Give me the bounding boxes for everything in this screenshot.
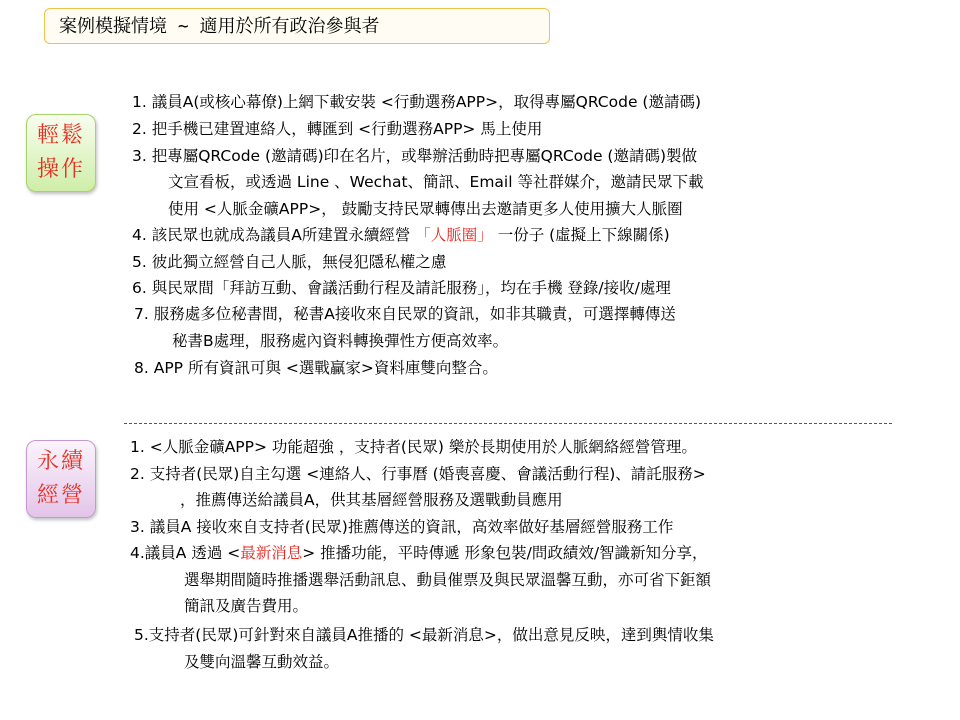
list-item: 5. 彼此獨立經營自己人脈，無侵犯隱私權之慮 <box>132 253 447 271</box>
list-item: 7. 服務處多位秘書間，秘書A接收來自民眾的資訊，如非其職責，可選擇轉傳送 <box>134 305 676 323</box>
list-item-continued: 文宣看板，或透過 Line 、Wechat、簡訊、Email 等社群媒介，邀請民眾下載 <box>168 173 704 191</box>
list-item: 2. 把手機已建置連絡人，轉匯到 <行動選務APP> 馬上使用 <box>132 120 543 138</box>
list-item-text: 4. 該民眾也就成為議員A所建置永續經營 <box>132 226 416 244</box>
list-item-text: 一份子 (虛擬上下線關係) <box>492 226 670 244</box>
badge-easy-operation: 輕鬆 操作 <box>26 114 96 192</box>
list-item-continued: 簡訊及廣告費用。 <box>184 597 309 615</box>
highlight-latest-news: 最新消息 <box>240 544 303 562</box>
list-item-text: > 推播功能，平時傳遞 形象包裝/問政績效/智識新知分享， <box>302 544 708 562</box>
list-item-text: 4.議員A 透過 < <box>130 544 241 562</box>
list-item-continued: ，推薦傳送給議員A，供其基層經營服務及選戰動員應用 <box>180 491 563 509</box>
list-item: 2. 支持者(民眾)自主勾選 <連絡人、行事曆 (婚喪喜慶、會議活動行程)、請託服務> <box>130 465 706 483</box>
section-divider <box>124 423 892 424</box>
list-item-continued: 使用 <人脈金礦APP>， 鼓勵支持民眾轉傳出去邀請更多人使用擴大人脈圈 <box>168 200 683 218</box>
list-item-continued: 秘書B處理，服務處內資料轉換彈性方便高效率。 <box>172 332 509 350</box>
list-item-continued: 及雙向溫馨互動效益。 <box>184 653 340 671</box>
list-item <box>130 542 708 564</box>
list-item <box>132 224 670 246</box>
list-item: 6. 與民眾間「拜訪互動、會議活動行程及請託服務」，均在手機 登錄/接收/處理 <box>132 279 671 297</box>
badge-sustainable-management: 永續 經營 <box>26 440 96 518</box>
list-item: 8. APP 所有資訊可與 <選戰贏家>資料庫雙向整合。 <box>134 359 498 377</box>
list-item-continued: 選舉期間隨時推播選舉活動訊息、動員催票及與民眾溫馨互動，亦可省下鉅額 <box>184 571 712 589</box>
list-item: 3. 議員A 接收來自支持者(民眾)推薦傳送的資訊，高效率做好基層經營服務工作 <box>130 518 674 536</box>
list-item: 5.支持者(民眾)可針對來自議員A推播的 <最新消息>，做出意見反映，達到輿情收集 <box>134 626 714 644</box>
list-item: 1. 議員A(或核心幕僚)上網下載安裝 <行動選務APP>，取得專屬QRCode (邀請碼) <box>132 93 702 111</box>
list-item: 1. <人脈金礦APP> 功能超強 ，支持者(民眾) 樂於長期使用於人脈網絡經營管理。 <box>130 438 697 456</box>
list-item: 3. 把專屬QRCode (邀請碼)印在名片，或舉辦活動時把專屬QRCode (邀請碼)製做 <box>132 147 698 165</box>
highlight-people-circle: 「人脈圈」 <box>415 226 493 244</box>
page-title: 案例模擬情境 ~ 適用於所有政治參與者 <box>44 8 550 44</box>
